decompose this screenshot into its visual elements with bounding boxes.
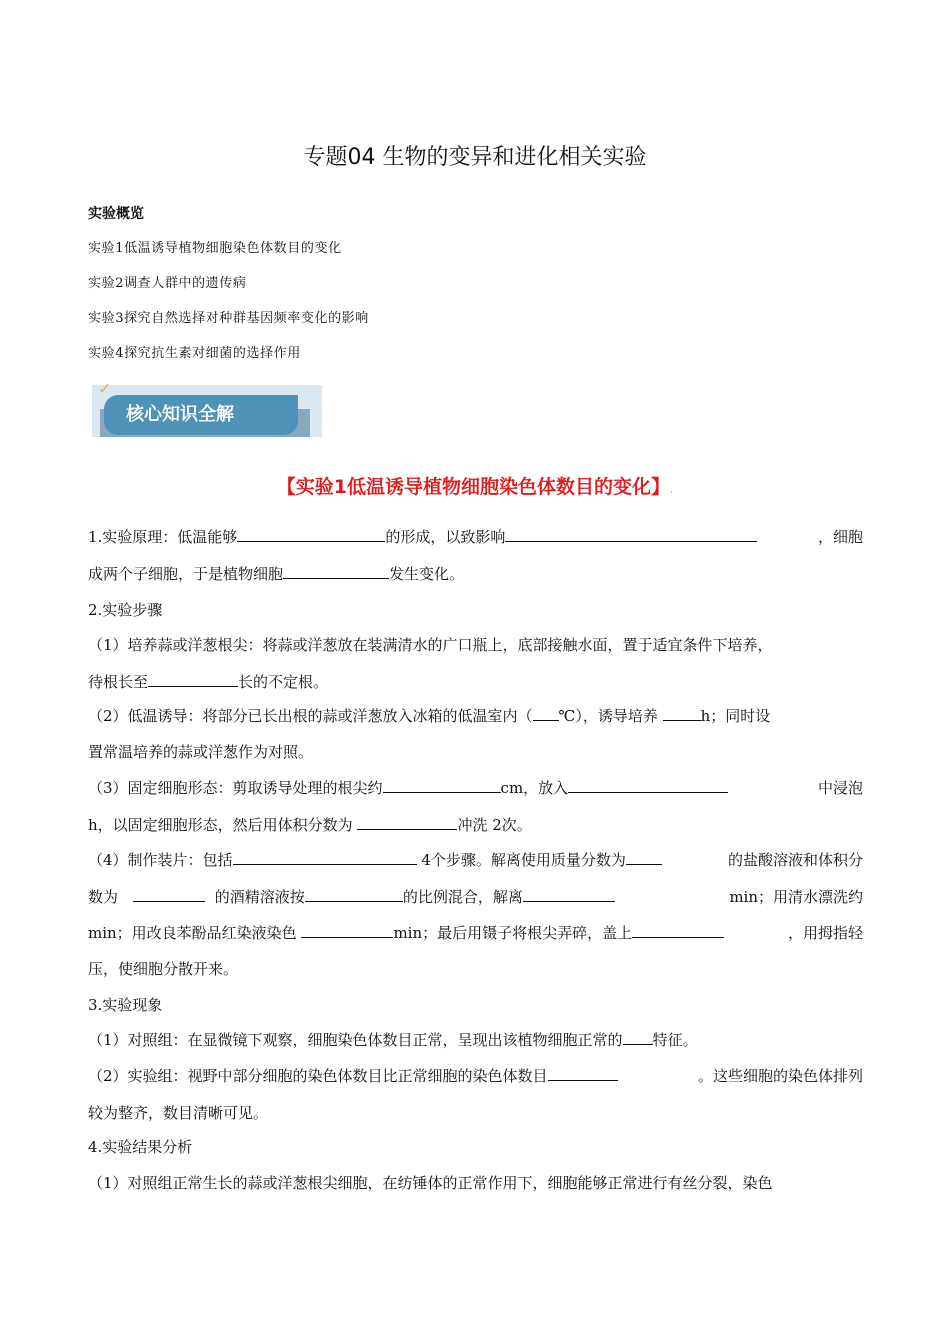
text-span: ，细胞	[817, 528, 863, 546]
section-title	[0, 472, 950, 499]
text-span: 成两个子细胞，于是植物细胞	[88, 565, 284, 583]
text-span: min；最后用镊子将根尖弄碎，盖上	[393, 924, 633, 942]
text-span: 特征。	[652, 1031, 698, 1049]
step-3-line-1	[88, 777, 863, 798]
fill-blank	[626, 850, 662, 865]
fill-blank	[505, 527, 757, 542]
fill-blank	[233, 850, 417, 865]
text-span: min；用清水漂洗约	[729, 888, 863, 906]
section-heading: 2.实验步骤	[88, 601, 163, 619]
analysis-1-line: （1）对照组正常生长的蒜或洋葱根尖细胞，在纺锤体的正常作用下，细胞能够正常进行有丝分裂，染色	[88, 1174, 773, 1192]
text-span: （2）实验组：视野中部分细胞的染色体数目比正常细胞的染色体数目	[88, 1067, 548, 1085]
step-4-line-4: 压，使细胞分散开来。	[88, 960, 239, 978]
section-title-mark: .	[670, 485, 674, 496]
principle-line-1	[88, 526, 863, 547]
text-span: 。这些细胞的染色体排列	[697, 1067, 863, 1085]
section-heading: 3.实验现象	[88, 996, 163, 1014]
text-span: h；同时设	[700, 707, 771, 725]
step-1-line-1: （1）培养蒜或洋葱根尖：将蒜或洋葱放在装满清水的广口瓶上，底部接触水面，置于适宜条件下培养，	[88, 636, 773, 654]
text-span: min；用改良苯酚品红染液染色	[88, 924, 302, 942]
text-span: 冲洗 2次。	[457, 816, 532, 834]
text-span: （1）对照组：在显微镜下观察，细胞染色体数目正常，呈现出该植物细胞正常的	[88, 1031, 623, 1049]
text-span: cm，放入	[500, 779, 569, 797]
section-banner	[92, 381, 322, 441]
principle-line-2	[88, 563, 863, 584]
text-span: 发生变化。	[389, 565, 465, 583]
text-span: 中浸泡	[817, 779, 863, 797]
overview-item: 实验1低温诱导植物细胞染色体数目的变化	[88, 241, 342, 256]
step-2-line-1	[88, 705, 863, 726]
text-span: 的酒精溶液按	[214, 888, 305, 906]
text-span: （2）低温诱导：将部分已长出根的蒜或洋葱放入冰箱的低温室内（	[88, 707, 533, 725]
overview-heading: 实验概览	[88, 206, 144, 222]
step-2-line-2: 置常温培养的蒜或洋葱作为对照。	[88, 743, 314, 761]
fill-blank	[568, 778, 728, 793]
text-span: 的盐酸溶液和体积分	[727, 851, 863, 869]
fill-blank	[237, 527, 385, 542]
fill-blank	[533, 706, 559, 721]
result-1-line	[88, 1029, 863, 1050]
fill-blank	[148, 672, 238, 687]
fill-blank	[663, 706, 701, 721]
step-3-line-2	[88, 814, 863, 835]
text-span: ，用拇指轻	[787, 924, 863, 942]
fill-blank	[301, 923, 393, 938]
text-span: 待根长至	[88, 673, 149, 691]
section-heading: 4.实验结果分析	[88, 1138, 193, 1156]
text-span: 4个步骤。解离使用质量分数为	[416, 851, 626, 869]
fill-blank	[623, 1030, 653, 1045]
text-span: 长的不定根。	[238, 673, 329, 691]
fill-blank	[357, 815, 457, 830]
overview-item: 实验3探究自然选择对种群基因频率变化的影响	[88, 311, 369, 326]
overview-item: 实验2调查人群中的遗传病	[88, 276, 247, 291]
fill-blank	[133, 887, 205, 902]
result-2-line-2: 较为整齐，数目清晰可见。	[88, 1104, 269, 1122]
section-title-text: 【实验1低温诱导植物细胞染色体数目的变化】	[276, 476, 671, 498]
text-span: 1.实验原理：低温能够	[88, 528, 238, 546]
fill-blank	[632, 923, 724, 938]
fill-blank	[283, 564, 389, 579]
step-4-line-2	[88, 886, 863, 907]
text-span: （4）制作装片：包括	[88, 851, 233, 869]
page-title: 专题04 生物的变异和进化相关实验	[303, 145, 647, 170]
banner-label: 核心知识全解	[104, 395, 298, 435]
result-2-line-1	[88, 1065, 863, 1086]
text-span: 的形成，以致影响	[385, 528, 506, 546]
text-span: h，以固定细胞形态，然后用体积分数为	[88, 816, 358, 834]
checkmark-icon: ✓	[98, 379, 112, 398]
text-span: 的比例混合，解离	[402, 888, 523, 906]
fill-blank	[305, 887, 403, 902]
text-span: （3）固定细胞形态：剪取诱导处理的根尖约	[88, 779, 383, 797]
fill-blank	[523, 887, 615, 902]
step-4-line-3	[88, 922, 863, 943]
overview-item: 实验4探究抗生素对细菌的选择作用	[88, 346, 301, 361]
text-span: 数为	[88, 888, 119, 906]
step-4-line-1	[88, 849, 863, 870]
fill-blank	[383, 778, 501, 793]
step-1-line-2	[88, 671, 863, 692]
text-span: ℃），诱导培养	[558, 707, 663, 725]
fill-blank	[548, 1066, 618, 1081]
